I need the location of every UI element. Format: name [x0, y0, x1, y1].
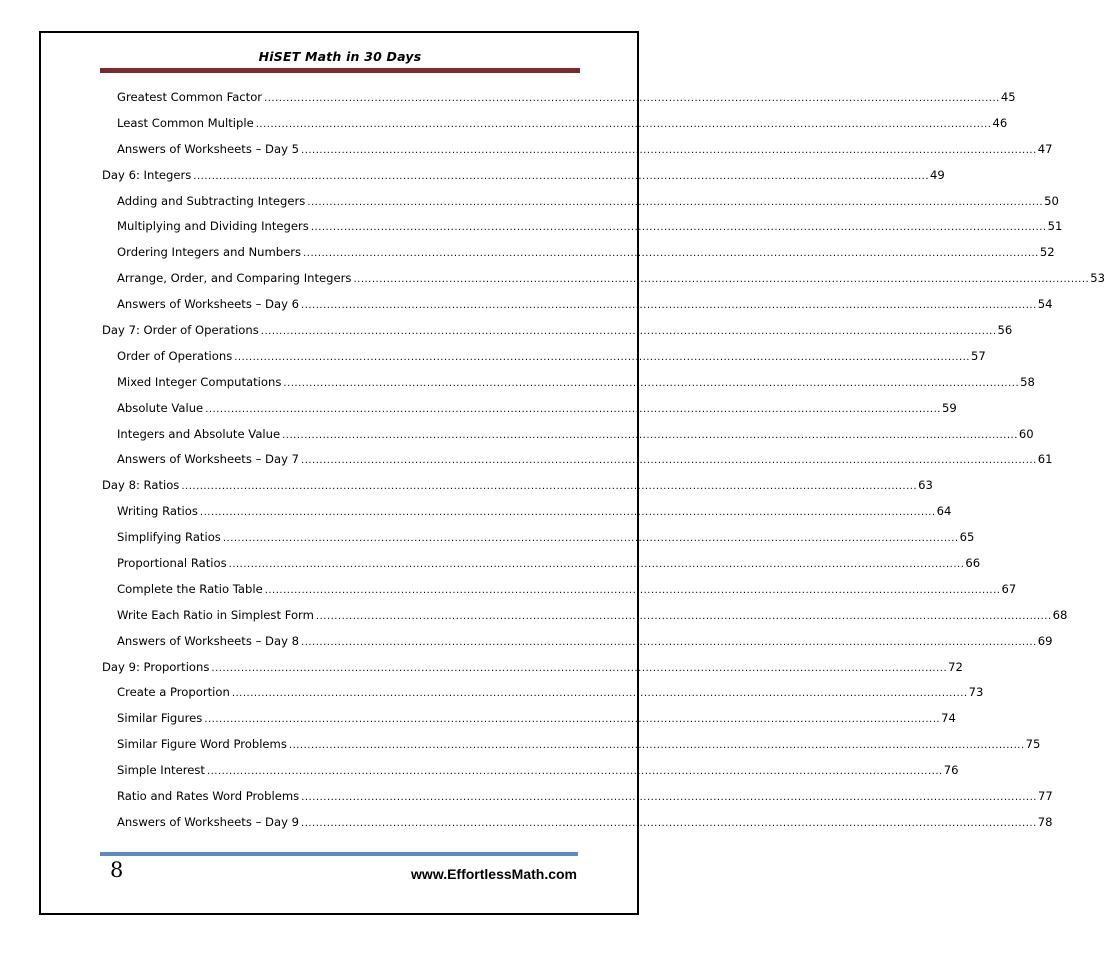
toc-dot-leader: ........................................................................................................................................................................................................: [307, 196, 1044, 208]
toc-page-number: 74: [941, 711, 956, 726]
toc-page-number: 61: [1037, 452, 1053, 467]
toc-entry-title: Writing Ratios: [117, 504, 198, 519]
toc-dot-leader: ........................................................................................................................................................................................................: [301, 455, 1037, 467]
toc-page-number: 76: [943, 763, 959, 778]
toc-page-number: 49: [930, 167, 945, 182]
toc-section-entry[interactable]: [102, 452, 1053, 478]
toc-page-number: 68: [1052, 607, 1068, 622]
toc-entry-title: Least Common Multiple: [117, 115, 254, 130]
toc-section-entry[interactable]: [102, 814, 1053, 841]
toc-entry-title: Answers of Worksheets – Day 9: [117, 814, 300, 829]
toc-page-number: 58: [1020, 374, 1035, 389]
page-number: 8: [110, 858, 124, 882]
toc-entry-title: Mixed Integer Computations: [117, 374, 282, 389]
toc-section-entry[interactable]: [102, 219, 1063, 245]
toc-dot-leader: ........................................................................................................................................................................................................: [222, 533, 959, 545]
toc-page-number: 65: [959, 530, 975, 545]
toc-dot-leader: ........................................................................................................................................................................................................: [260, 326, 997, 338]
toc-entry-title: Similar Figure Word Problems: [117, 737, 287, 752]
toc-page-number: 72: [948, 659, 963, 674]
toc-dot-leader: ........................................................................................................................................................................................................: [193, 170, 930, 182]
toc-page-number: 63: [918, 478, 933, 493]
toc-section-entry[interactable]: [102, 763, 959, 789]
toc-entry-title: Day 7: Order of Operations: [102, 323, 259, 338]
toc-entry-title: Simple Interest: [117, 763, 205, 778]
toc-dot-leader: ........................................................................................................................................................................................................: [301, 792, 1037, 804]
toc-dot-leader: ........................................................................................................................................................................................................: [204, 714, 941, 726]
toc-page-number: 51: [1047, 219, 1063, 234]
toc-entry-title: Day 6: Integers: [102, 167, 192, 182]
toc-entry-title: Simplifying Ratios: [117, 530, 221, 545]
running-header-title: HiSET Math in 30 Days: [258, 49, 422, 64]
toc-dot-leader: ........................................................................................................................................................................................................: [205, 403, 941, 415]
toc-section-entry[interactable]: [102, 90, 1016, 116]
toc-entry-title: Absolute Value: [117, 400, 204, 415]
toc-dot-leader: ........................................................................................................................................................................................................: [283, 377, 1020, 389]
toc-dot-leader: ........................................................................................................................................................................................................: [255, 118, 992, 130]
toc-section-entry[interactable]: [102, 556, 981, 582]
toc-section-entry[interactable]: [102, 530, 975, 556]
toc-page-number: 59: [941, 400, 957, 415]
toc-entry-title: Order of Operations: [117, 348, 233, 363]
toc-section-entry[interactable]: [102, 271, 1105, 297]
toc-dot-leader: ........................................................................................................................................................................................................: [315, 610, 1052, 622]
toc-section-entry[interactable]: [102, 607, 1068, 634]
toc-day-heading[interactable]: [102, 478, 933, 504]
toc-dot-leader: ........................................................................................................................................................................................................: [231, 688, 968, 700]
toc-entry-title: Day 8: Ratios: [102, 478, 180, 493]
toc-dot-leader: ........................................................................................................................................................................................................: [181, 481, 918, 493]
toc-page-number: 56: [997, 323, 1013, 338]
toc-section-entry[interactable]: [102, 141, 1053, 168]
toc-entry-title: Similar Figures: [117, 711, 203, 726]
toc-section-entry[interactable]: [102, 685, 984, 711]
toc-dot-leader: ........................................................................................................................................................................................................: [288, 740, 1025, 752]
toc-entry-title: Complete the Ratio Table: [117, 581, 263, 596]
toc-entry-title: Answers of Worksheets – Day 6: [117, 297, 300, 312]
toc-dot-leader: ........................................................................................................................................................................................................: [264, 93, 1000, 104]
toc-entry-title: Day 9: Proportions: [102, 659, 210, 674]
toc-page-number: 53: [1090, 271, 1105, 286]
toc-entry-title: Ratio and Rates Word Problems: [117, 789, 300, 804]
toc-dot-leader: ........................................................................................................................................................................................................: [234, 351, 970, 363]
toc-section-entry[interactable]: [102, 348, 986, 375]
toc-section-entry[interactable]: [102, 245, 1055, 271]
toc-page-number: 78: [1037, 814, 1053, 829]
toc-page-number: 69: [1037, 633, 1053, 648]
toc-section-entry[interactable]: [102, 374, 1035, 401]
toc-entry-title: Multiplying and Dividing Integers: [117, 219, 309, 234]
toc-entry-title: Proportional Ratios: [117, 556, 227, 571]
toc-page-number: 45: [1000, 90, 1016, 104]
website-link[interactable]: www.EffortlessMath.com: [411, 866, 577, 882]
toc-day-heading[interactable]: [102, 323, 1013, 349]
toc-page-number: 54: [1037, 297, 1053, 312]
toc-section-entry[interactable]: [102, 400, 957, 427]
toc-day-heading[interactable]: [102, 167, 945, 194]
toc-dot-leader: ........................................................................................................................................................................................................: [301, 144, 1037, 156]
toc-entry-title: Answers of Worksheets – Day 8: [117, 633, 300, 648]
toc-dot-leader: ........................................................................................................................................................................................................: [199, 507, 936, 519]
toc-dot-leader: ........................................................................................................................................................................................................: [211, 662, 948, 674]
toc-entry-title: Integers and Absolute Value: [117, 426, 281, 441]
toc-page-number: 46: [992, 115, 1008, 130]
toc-page-number: 66: [965, 556, 981, 571]
toc-dot-leader: ........................................................................................................................................................................................................: [282, 429, 1018, 441]
toc-page-number: 67: [1001, 581, 1017, 596]
header-divider: [100, 68, 580, 73]
toc-page-number: 50: [1044, 193, 1059, 208]
toc-section-entry[interactable]: [102, 193, 1059, 220]
toc-section-entry[interactable]: [102, 297, 1053, 323]
toc-day-heading[interactable]: [102, 659, 963, 686]
toc-section-entry[interactable]: [102, 711, 956, 737]
toc-section-entry[interactable]: [102, 581, 1017, 608]
toc-dot-leader: ........................................................................................................................................................................................................: [228, 559, 965, 571]
toc-page-number: 64: [936, 504, 952, 519]
toc-section-entry[interactable]: [102, 115, 1008, 142]
toc-entry-title: Ordering Integers and Numbers: [117, 245, 302, 260]
toc-dot-leader: ........................................................................................................................................................................................................: [206, 766, 943, 778]
toc-page-number: 73: [968, 685, 984, 700]
toc-page-number: 52: [1039, 245, 1055, 260]
toc-entry-title: Write Each Ratio in Simplest Form: [117, 607, 314, 622]
toc-entry-title: Answers of Worksheets – Day 5: [117, 141, 300, 156]
toc-entry-title: Arrange, Order, and Comparing Integers: [117, 271, 352, 286]
toc-page-number: 60: [1018, 426, 1034, 441]
toc-entry-title: Greatest Common Factor: [117, 90, 263, 104]
toc-section-entry[interactable]: [102, 737, 1041, 763]
toc-dot-leader: ........................................................................................................................................................................................................: [310, 222, 1047, 234]
toc-page-number: 47: [1037, 141, 1053, 156]
toc-section-entry[interactable]: [102, 633, 1053, 660]
toc-section-entry[interactable]: [102, 426, 1034, 453]
toc-dot-leader: ........................................................................................................................................................................................................: [301, 300, 1037, 312]
toc-entry-title: Adding and Subtracting Integers: [117, 193, 306, 208]
table-of-contents: [102, 90, 1105, 841]
toc-dot-leader: ........................................................................................................................................................................................................: [303, 248, 1039, 260]
footer-divider: [100, 852, 578, 856]
toc-section-entry[interactable]: [102, 789, 1053, 815]
toc-entry-title: Answers of Worksheets – Day 7: [117, 452, 300, 467]
toc-page-number: 77: [1037, 789, 1053, 804]
toc-dot-leader: ........................................................................................................................................................................................................: [353, 274, 1090, 286]
toc-page-number: 57: [970, 348, 986, 363]
toc-dot-leader: ........................................................................................................................................................................................................: [264, 584, 1001, 596]
toc-dot-leader: ........................................................................................................................................................................................................: [301, 817, 1037, 829]
toc-dot-leader: ........................................................................................................................................................................................................: [301, 636, 1037, 648]
toc-section-entry[interactable]: [102, 504, 952, 530]
toc-entry-title: Create a Proportion: [117, 685, 230, 700]
toc-page-number: 75: [1025, 737, 1041, 752]
